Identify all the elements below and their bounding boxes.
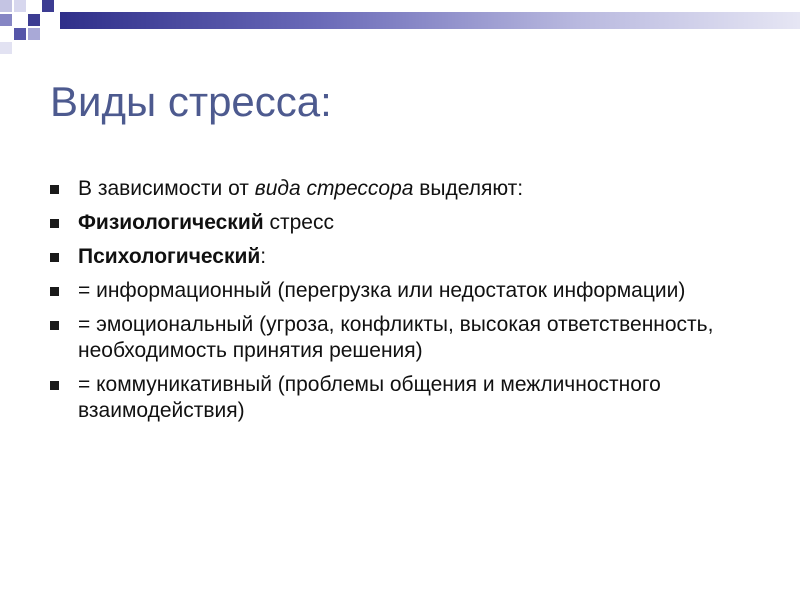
decor-square: [28, 14, 40, 26]
square-bullet-icon: [50, 219, 59, 228]
header-decoration: [0, 0, 800, 60]
item-text: = коммуникативный (проблемы общения и межличностного взаимодействия): [78, 373, 661, 422]
square-bullet-icon: [50, 287, 59, 296]
square-bullet-icon: [50, 185, 59, 194]
decor-square: [28, 28, 40, 40]
decor-square: [0, 42, 12, 54]
list-item: [48, 176, 768, 202]
bullet-list: [48, 176, 768, 432]
decor-square: [14, 0, 26, 12]
item-text: В зависимости от: [78, 177, 255, 200]
list-item: [48, 244, 768, 270]
decor-square: [14, 28, 26, 40]
decor-square: [0, 14, 12, 26]
list-item: [48, 210, 768, 236]
decor-square: [0, 0, 12, 12]
item-text: = информационный (перегрузка или недостаток информации): [78, 279, 686, 302]
item-emphasis: вида стрессора: [254, 177, 414, 200]
square-bullet-icon: [50, 321, 59, 330]
item-text: :: [260, 245, 267, 268]
list-item: [48, 312, 768, 364]
square-bullet-icon: [50, 381, 59, 390]
item-text: стресс: [263, 211, 334, 234]
item-bold: Психологический: [78, 245, 261, 268]
item-text: = эмоциональный (угроза, конфликты, высокая ответственность, необходимость принятия решения): [78, 313, 714, 362]
list-item: [48, 372, 768, 424]
slide-title: Виды стресса:: [50, 78, 332, 125]
header-gradient-bar: [60, 12, 800, 29]
square-bullet-icon: [50, 253, 59, 262]
item-text: выделяют:: [413, 177, 524, 200]
decor-square: [42, 0, 54, 12]
list-item: [48, 278, 768, 304]
item-bold: Физиологический: [78, 211, 264, 234]
